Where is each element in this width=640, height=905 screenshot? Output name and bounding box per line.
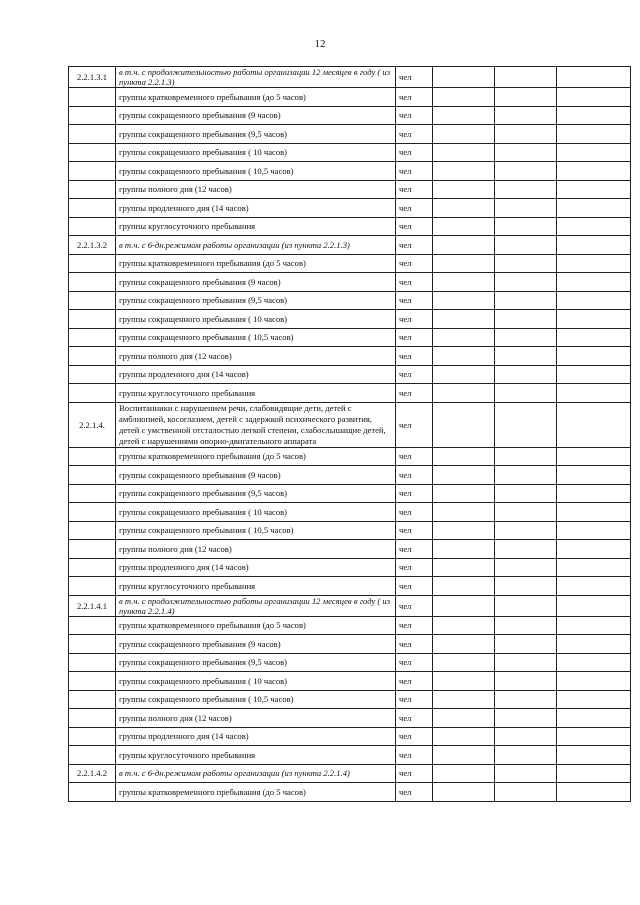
value-cell: [495, 447, 557, 466]
table-row: [69, 484, 631, 503]
row-unit: чел: [396, 365, 433, 384]
row-unit: чел: [396, 199, 433, 218]
table-row: [69, 67, 631, 88]
value-cell: [557, 162, 631, 181]
table-row: [69, 365, 631, 384]
row-unit: чел: [396, 347, 433, 366]
table-row: [69, 746, 631, 765]
table-body: [69, 67, 631, 802]
value-cell: [433, 616, 495, 635]
row-number: [69, 347, 116, 366]
value-cell: [433, 365, 495, 384]
table-row: [69, 558, 631, 577]
value-cell: [433, 254, 495, 273]
row-number: 2.2.1.3.2: [69, 236, 116, 255]
value-cell: [557, 347, 631, 366]
row-unit: чел: [396, 690, 433, 709]
row-number: [69, 106, 116, 125]
row-unit: чел: [396, 180, 433, 199]
row-number: [69, 217, 116, 236]
value-cell: [433, 347, 495, 366]
row-number: [69, 484, 116, 503]
value-cell: [495, 484, 557, 503]
row-number: [69, 746, 116, 765]
value-cell: [433, 162, 495, 181]
value-cell: [557, 595, 631, 616]
row-name: группы сокращенного пребывания ( 10 часов): [116, 310, 396, 329]
value-cell: [495, 540, 557, 559]
row-unit: чел: [396, 635, 433, 654]
value-cell: [495, 384, 557, 403]
value-cell: [495, 236, 557, 255]
value-cell: [433, 199, 495, 218]
value-cell: [495, 180, 557, 199]
value-cell: [495, 466, 557, 485]
value-cell: [557, 783, 631, 802]
row-name: группы полного дня (12 часов): [116, 709, 396, 728]
row-unit: чел: [396, 88, 433, 107]
row-name: группы кратковременного пребывания (до 5 часов): [116, 616, 396, 635]
value-cell: [495, 291, 557, 310]
table-row: [69, 690, 631, 709]
row-name: группы сокращенного пребывания ( 10,5 часов): [116, 162, 396, 181]
value-cell: [557, 199, 631, 218]
table-row: [69, 162, 631, 181]
value-cell: [557, 447, 631, 466]
row-number: [69, 558, 116, 577]
value-cell: [433, 540, 495, 559]
value-cell: [557, 521, 631, 540]
value-cell: [495, 764, 557, 783]
value-cell: [495, 690, 557, 709]
row-number: [69, 143, 116, 162]
value-cell: [495, 273, 557, 292]
table-row: [69, 254, 631, 273]
row-name: группы продленного дня (14 часов): [116, 727, 396, 746]
value-cell: [557, 746, 631, 765]
row-number: [69, 365, 116, 384]
row-name: группы сокращенного пребывания (9 часов): [116, 635, 396, 654]
value-cell: [495, 672, 557, 691]
row-name: группы сокращенного пребывания (9 часов): [116, 466, 396, 485]
row-number: [69, 672, 116, 691]
row-unit: чел: [396, 709, 433, 728]
table-row: [69, 88, 631, 107]
row-unit: чел: [396, 466, 433, 485]
value-cell: [495, 402, 557, 447]
value-cell: [495, 653, 557, 672]
row-name: группы сокращенного пребывания ( 10 часов): [116, 672, 396, 691]
row-name: в т.ч. с 6-дн.режимом работы организации (из пункта 2.2.1.4): [116, 764, 396, 783]
table-row: [69, 466, 631, 485]
value-cell: [433, 67, 495, 88]
page-number: 12: [314, 38, 326, 50]
table-row: [69, 672, 631, 691]
row-number: [69, 125, 116, 144]
row-name: группы кратковременного пребывания (до 5 часов): [116, 88, 396, 107]
row-unit: чел: [396, 727, 433, 746]
row-name: группы кратковременного пребывания (до 5 часов): [116, 783, 396, 802]
row-number: [69, 635, 116, 654]
value-cell: [557, 540, 631, 559]
row-name: группы сокращенного пребывания (9,5 часов): [116, 484, 396, 503]
value-cell: [433, 291, 495, 310]
value-cell: [557, 217, 631, 236]
row-name: группы продленного дня (14 часов): [116, 365, 396, 384]
row-number: [69, 328, 116, 347]
row-name: группы сокращенного пребывания (9 часов): [116, 273, 396, 292]
row-name: группы сокращенного пребывания (9 часов): [116, 106, 396, 125]
row-unit: чел: [396, 653, 433, 672]
value-cell: [557, 484, 631, 503]
row-number: 2.2.1.3.1: [69, 67, 116, 88]
table-row: [69, 616, 631, 635]
row-name: группы сокращенного пребывания ( 10 часов): [116, 143, 396, 162]
row-unit: чел: [396, 162, 433, 181]
value-cell: [495, 365, 557, 384]
value-cell: [557, 503, 631, 522]
row-number: [69, 162, 116, 181]
value-cell: [557, 291, 631, 310]
row-unit: чел: [396, 521, 433, 540]
value-cell: [433, 595, 495, 616]
row-unit: чел: [396, 273, 433, 292]
value-cell: [495, 254, 557, 273]
row-unit: чел: [396, 328, 433, 347]
value-cell: [495, 67, 557, 88]
row-number: [69, 291, 116, 310]
value-cell: [433, 217, 495, 236]
row-number: [69, 616, 116, 635]
table-row: [69, 764, 631, 783]
table-row: [69, 635, 631, 654]
row-unit: чел: [396, 310, 433, 329]
value-cell: [433, 384, 495, 403]
row-name: в т.ч. с продолжительностью работы организации 12 месяцев в году ( из пункта 2.2.1.4): [116, 595, 396, 616]
row-number: [69, 199, 116, 218]
table-row: [69, 143, 631, 162]
row-number: [69, 540, 116, 559]
row-number: 2.2.1.4.2: [69, 764, 116, 783]
row-unit: чел: [396, 595, 433, 616]
table-row: [69, 180, 631, 199]
value-cell: [557, 616, 631, 635]
value-cell: [557, 653, 631, 672]
row-name: группы круглосуточного пребывания: [116, 384, 396, 403]
value-cell: [433, 521, 495, 540]
value-cell: [433, 503, 495, 522]
row-name: группы продленного дня (14 часов): [116, 558, 396, 577]
row-unit: чел: [396, 125, 433, 144]
table-row: [69, 106, 631, 125]
row-number: [69, 88, 116, 107]
row-name: группы сокращенного пребывания ( 10,5 часов): [116, 690, 396, 709]
value-cell: [495, 143, 557, 162]
table-row: [69, 653, 631, 672]
table-row: [69, 384, 631, 403]
value-cell: [557, 236, 631, 255]
value-cell: [433, 106, 495, 125]
row-name: группы сокращенного пребывания ( 10 часов): [116, 503, 396, 522]
row-name: в т.ч. с продолжительностью работы организации 12 месяцев в году ( из пункта 2.2.1.3): [116, 67, 396, 88]
value-cell: [495, 199, 557, 218]
row-unit: чел: [396, 746, 433, 765]
row-unit: чел: [396, 558, 433, 577]
value-cell: [433, 273, 495, 292]
row-name: группы полного дня (12 часов): [116, 180, 396, 199]
value-cell: [557, 273, 631, 292]
row-number: [69, 521, 116, 540]
value-cell: [557, 88, 631, 107]
value-cell: [433, 653, 495, 672]
value-cell: [557, 672, 631, 691]
row-number: [69, 503, 116, 522]
value-cell: [557, 402, 631, 447]
value-cell: [433, 328, 495, 347]
row-unit: чел: [396, 236, 433, 255]
value-cell: [495, 558, 557, 577]
row-unit: чел: [396, 106, 433, 125]
row-name: группы кратковременного пребывания (до 5 часов): [116, 447, 396, 466]
row-unit: чел: [396, 577, 433, 596]
row-name: группы круглосуточного пребывания: [116, 577, 396, 596]
value-cell: [495, 310, 557, 329]
value-cell: [433, 672, 495, 691]
value-cell: [557, 709, 631, 728]
value-cell: [495, 106, 557, 125]
row-name: группы полного дня (12 часов): [116, 347, 396, 366]
value-cell: [433, 466, 495, 485]
row-name: группы кратковременного пребывания (до 5 часов): [116, 254, 396, 273]
table-row: [69, 709, 631, 728]
row-number: [69, 653, 116, 672]
value-cell: [495, 88, 557, 107]
value-cell: [557, 365, 631, 384]
table-row: [69, 217, 631, 236]
value-cell: [433, 310, 495, 329]
table-row: [69, 310, 631, 329]
value-cell: [495, 503, 557, 522]
row-number: [69, 466, 116, 485]
row-unit: чел: [396, 672, 433, 691]
value-cell: [495, 635, 557, 654]
value-cell: [557, 558, 631, 577]
value-cell: [557, 466, 631, 485]
value-cell: [433, 125, 495, 144]
row-number: [69, 577, 116, 596]
table-row: [69, 540, 631, 559]
table-row: [69, 347, 631, 366]
row-number: 2.2.1.4.1: [69, 595, 116, 616]
table-row: [69, 199, 631, 218]
row-number: [69, 273, 116, 292]
row-unit: чел: [396, 764, 433, 783]
value-cell: [557, 254, 631, 273]
value-cell: [557, 106, 631, 125]
row-number: 2.2.1.4.: [69, 402, 116, 447]
value-cell: [433, 783, 495, 802]
value-cell: [433, 447, 495, 466]
value-cell: [557, 143, 631, 162]
row-number: [69, 727, 116, 746]
value-cell: [495, 577, 557, 596]
table-row: [69, 236, 631, 255]
row-unit: чел: [396, 67, 433, 88]
table-row: [69, 273, 631, 292]
value-cell: [557, 690, 631, 709]
row-name: группы сокращенного пребывания (9,5 часов): [116, 653, 396, 672]
row-unit: чел: [396, 484, 433, 503]
value-cell: [495, 746, 557, 765]
row-name: группы полного дня (12 часов): [116, 540, 396, 559]
value-cell: [433, 143, 495, 162]
value-cell: [557, 125, 631, 144]
row-name: группы круглосуточного пребывания: [116, 746, 396, 765]
row-name: Воспитанники с нарушением речи, слабовидящие дети, детей с амблиопией, косоглазием, детей с задержкой психического развития, детей с умственной отсталостью легкой степени, слабослышащие детей, детей с нарушениями опорно-двигательного аппарата: [116, 402, 396, 447]
value-cell: [495, 217, 557, 236]
value-cell: [495, 616, 557, 635]
value-cell: [557, 635, 631, 654]
table-row: [69, 447, 631, 466]
value-cell: [557, 67, 631, 88]
row-name: в т.ч. с 6-дн.режимом работы организации (из пункта 2.2.1.3): [116, 236, 396, 255]
row-name: группы сокращенного пребывания ( 10,5 часов): [116, 521, 396, 540]
row-unit: чел: [396, 447, 433, 466]
table-row: [69, 521, 631, 540]
row-unit: чел: [396, 616, 433, 635]
value-cell: [495, 521, 557, 540]
table-row: [69, 328, 631, 347]
table-row: [69, 577, 631, 596]
row-number: [69, 384, 116, 403]
row-unit: чел: [396, 540, 433, 559]
value-cell: [433, 88, 495, 107]
table-row: [69, 291, 631, 310]
value-cell: [557, 310, 631, 329]
row-unit: чел: [396, 254, 433, 273]
value-cell: [433, 236, 495, 255]
row-unit: чел: [396, 402, 433, 447]
row-name: группы сокращенного пребывания (9,5 часов): [116, 291, 396, 310]
row-unit: чел: [396, 143, 433, 162]
row-unit: чел: [396, 503, 433, 522]
value-cell: [495, 783, 557, 802]
table-row: [69, 402, 631, 447]
row-name: группы сокращенного пребывания ( 10,5 часов): [116, 328, 396, 347]
value-cell: [495, 328, 557, 347]
value-cell: [557, 384, 631, 403]
value-cell: [433, 690, 495, 709]
row-number: [69, 690, 116, 709]
value-cell: [557, 764, 631, 783]
value-cell: [433, 709, 495, 728]
value-cell: [433, 577, 495, 596]
row-name: группы продленного дня (14 часов): [116, 199, 396, 218]
value-cell: [433, 727, 495, 746]
row-number: [69, 709, 116, 728]
row-name: группы круглосуточного пребывания: [116, 217, 396, 236]
table-row: [69, 125, 631, 144]
row-unit: чел: [396, 384, 433, 403]
value-cell: [495, 347, 557, 366]
value-cell: [495, 709, 557, 728]
table-row: [69, 503, 631, 522]
value-cell: [557, 328, 631, 347]
table-row: [69, 783, 631, 802]
row-number: [69, 310, 116, 329]
value-cell: [433, 402, 495, 447]
row-number: [69, 783, 116, 802]
value-cell: [495, 595, 557, 616]
value-cell: [433, 180, 495, 199]
value-cell: [557, 727, 631, 746]
value-cell: [557, 180, 631, 199]
row-name: группы сокращенного пребывания (9,5 часов): [116, 125, 396, 144]
table-row: [69, 595, 631, 616]
row-unit: чел: [396, 291, 433, 310]
value-cell: [433, 484, 495, 503]
value-cell: [495, 125, 557, 144]
row-number: [69, 254, 116, 273]
row-number: [69, 180, 116, 199]
value-cell: [557, 577, 631, 596]
table-row: [69, 727, 631, 746]
row-unit: чел: [396, 783, 433, 802]
value-cell: [433, 635, 495, 654]
value-cell: [495, 162, 557, 181]
value-cell: [433, 764, 495, 783]
row-unit: чел: [396, 217, 433, 236]
value-cell: [433, 558, 495, 577]
value-cell: [495, 727, 557, 746]
row-number: [69, 447, 116, 466]
value-cell: [433, 746, 495, 765]
statistics-table: [68, 66, 631, 802]
